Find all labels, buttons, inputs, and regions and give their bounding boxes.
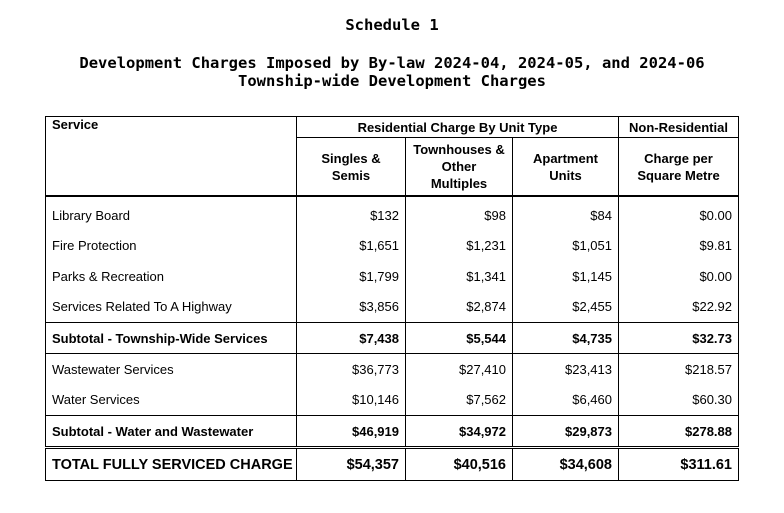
table-row: [46, 196, 739, 231]
service-column-header: Service: [46, 117, 297, 197]
development-charges-table: [45, 116, 739, 481]
townhouses-value: $34,972: [406, 416, 513, 448]
townhouses-value: $2,874: [406, 292, 513, 323]
apartments-value: $6,460: [513, 385, 619, 416]
header-group-row: [46, 117, 739, 138]
schedule-title: Schedule 1: [345, 16, 439, 34]
singles-value: $3,856: [297, 292, 406, 323]
singles-value: $46,919: [297, 416, 406, 448]
nonres-value: $32.73: [619, 323, 739, 354]
service-name: Wastewater Services: [46, 354, 297, 385]
apartments-value: $84: [513, 196, 619, 231]
table-row: [46, 261, 739, 292]
townhouses-value: $5,544: [406, 323, 513, 354]
nonres-value: $9.81: [699, 238, 732, 254]
nonres-value: $0.00: [699, 207, 732, 223]
singles-value: $7,438: [297, 323, 406, 354]
townhouses-value: $40,516: [406, 448, 513, 481]
apartments-value: $1,145: [513, 261, 619, 292]
townhouses-value: $98: [406, 196, 513, 231]
nonres-value: $22.92: [692, 299, 732, 315]
table-body: [46, 196, 739, 481]
service-name: Subtotal - Township-Wide Services: [46, 323, 297, 354]
service-name: TOTAL FULLY SERVICED CHARGE: [46, 448, 297, 481]
subtotal-township-row: [46, 323, 739, 354]
nonres-column-header: Charge per Square Metre: [637, 150, 720, 183]
singles-value: $1,799: [297, 261, 406, 292]
singles-value: $1,651: [297, 231, 406, 262]
table-row: [46, 385, 739, 416]
table-header: [46, 117, 739, 197]
service-name: Parks & Recreation: [46, 261, 297, 292]
document-subtitle: Township-wide Development Charges: [238, 72, 546, 90]
singles-value: $36,773: [297, 354, 406, 385]
apartments-column-header: Apartment Units: [513, 138, 619, 197]
residential-group-header: Residential Charge By Unit Type: [297, 117, 619, 138]
nonres-value: $311.61: [680, 456, 732, 473]
singles-value: $54,357: [297, 448, 406, 481]
apartments-value: $1,051: [513, 231, 619, 262]
apartments-value: $34,608: [513, 448, 619, 481]
service-name: Fire Protection: [46, 231, 297, 262]
townhouses-column-header: Townhouses & Other Multiples: [406, 138, 513, 197]
total-row: [46, 448, 739, 481]
subtotal-water-row: [46, 416, 739, 448]
townhouses-value: $1,231: [406, 231, 513, 262]
singles-value: $132: [297, 196, 406, 231]
nonres-value: $60.30: [692, 392, 732, 408]
singles-value: $10,146: [297, 385, 406, 416]
document-title: Development Charges Imposed by By-law 2024-04, 2024-05, and 2024-06: [79, 54, 705, 72]
singles-column-header: Singles & Semis: [297, 138, 406, 197]
townhouses-value: $1,341: [406, 261, 513, 292]
townhouses-value: $7,562: [406, 385, 513, 416]
apartments-value: $2,455: [513, 292, 619, 323]
table-row: [46, 231, 739, 262]
nonres-value: $278.88: [619, 416, 739, 448]
apartments-value: $29,873: [513, 416, 619, 448]
apartments-value: $23,413: [513, 354, 619, 385]
service-name: Water Services: [46, 385, 297, 416]
apartments-value: $4,735: [513, 323, 619, 354]
table-row: [46, 354, 739, 385]
service-name: Library Board: [46, 196, 297, 231]
service-name: Subtotal - Water and Wastewater: [46, 416, 297, 448]
service-name: Services Related To A Highway: [46, 292, 297, 323]
nonres-value: $218.57: [685, 361, 732, 377]
nonres-value: $0.00: [699, 268, 732, 284]
table-row: [46, 292, 739, 323]
townhouses-value: $27,410: [406, 354, 513, 385]
nonresidential-group-header: Non-Residential: [619, 117, 739, 138]
